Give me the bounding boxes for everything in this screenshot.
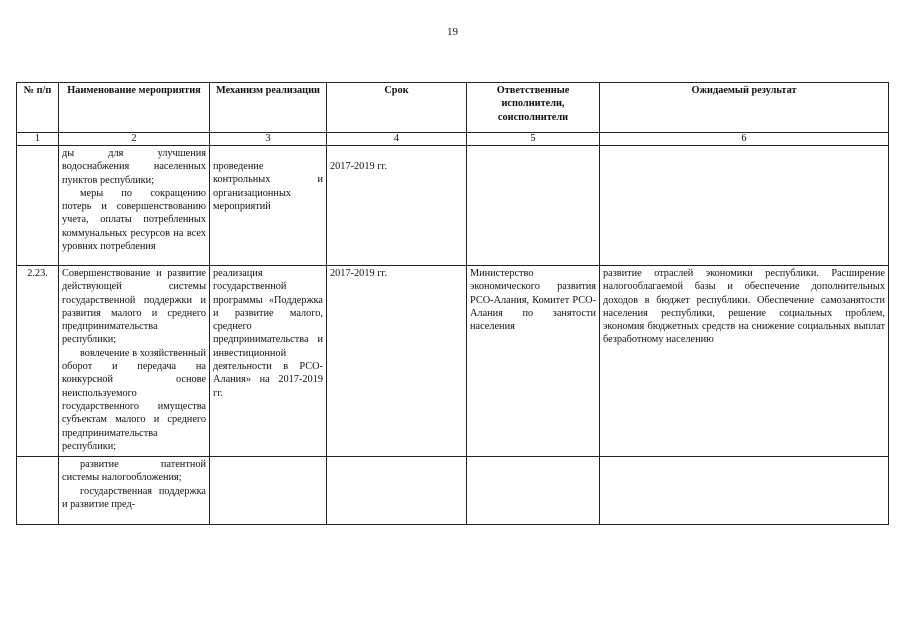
measure-text: Совершенствование и развитие действующей системы государственной поддержки и развития малого и среднего предпринимательства республики;	[62, 268, 206, 346]
column-index: 5	[467, 133, 600, 146]
header-name: Наименование мероприятия	[59, 83, 210, 133]
row-number	[17, 146, 59, 266]
mechanism-cell: реализация государственной программы «Поддержка и развитие малого, среднего предпринимательства и инвестиционной деятельности в РСО-Алания» на 2017-2019 гг.	[210, 266, 327, 457]
mechanism-text: проведение контрольных и организационных мероприятий	[213, 161, 323, 212]
executors-cell: Министерство экономического развития РСО-Алания, Комитет РСО-Алания по занятости населения	[467, 266, 600, 457]
measure-name-cell	[59, 457, 210, 525]
column-index: 4	[327, 133, 467, 146]
header-result: Ожидаемый результат	[600, 83, 889, 133]
header-executors: Ответственные исполнители, соисполнители	[467, 83, 600, 133]
result-cell: развитие отраслей экономики республики. Расширение налогооблагаемой базы и обеспечение дополнительных доходов в бюджет республики. Обеспечение самозанятости населения республики, решение социальных проблем, экономия бюджетных средств на снижение социальных выплат безработному населению	[600, 266, 889, 457]
column-index: 6	[600, 133, 889, 146]
row-number	[17, 457, 59, 525]
page-number: 19	[447, 26, 458, 38]
result-cell	[600, 457, 889, 525]
column-index: 2	[59, 133, 210, 146]
measure-text: государственная поддержка и развитие пред-	[62, 485, 206, 510]
row-number: 2.23.	[17, 266, 59, 457]
measure-text: развитие патентной системы налогообложения;	[62, 459, 206, 484]
column-index: 3	[210, 133, 327, 146]
measure-name-cell	[59, 266, 210, 457]
executors-cell	[467, 146, 600, 266]
result-cell	[600, 146, 889, 266]
table-row	[17, 266, 889, 457]
measure-text: ды для улучшения водоснабжения населенных пунктов республики;	[62, 148, 206, 186]
term-cell	[327, 457, 467, 525]
term-text: 2017-2019 гг.	[330, 161, 388, 172]
header-mechanism: Механизм реализации	[210, 83, 327, 133]
header-term: Срок	[327, 83, 467, 133]
column-index-row	[17, 133, 889, 146]
table-row	[17, 146, 889, 266]
mechanism-cell	[210, 457, 327, 525]
header-row	[17, 83, 889, 133]
measures-table	[16, 82, 889, 525]
header-num: № п/п	[17, 83, 59, 133]
executors-cell	[467, 457, 600, 525]
column-index: 1	[17, 133, 59, 146]
measure-name-cell	[59, 146, 210, 266]
measure-text: вовлечение в хозяйственный оборот и передача на конкурсной основе неиспользуемого государственного имущества субъектам малого и среднего предпринимательства республики;	[62, 347, 206, 452]
term-cell: 2017-2019 гг.	[327, 266, 467, 457]
table-row	[17, 457, 889, 525]
term-cell	[327, 146, 467, 266]
measure-text: меры по сокращению потерь и совершенствованию учета, оплаты потребленных коммунальных ресурсов на всех уровнях потребления	[62, 187, 206, 253]
mechanism-cell	[210, 146, 327, 266]
